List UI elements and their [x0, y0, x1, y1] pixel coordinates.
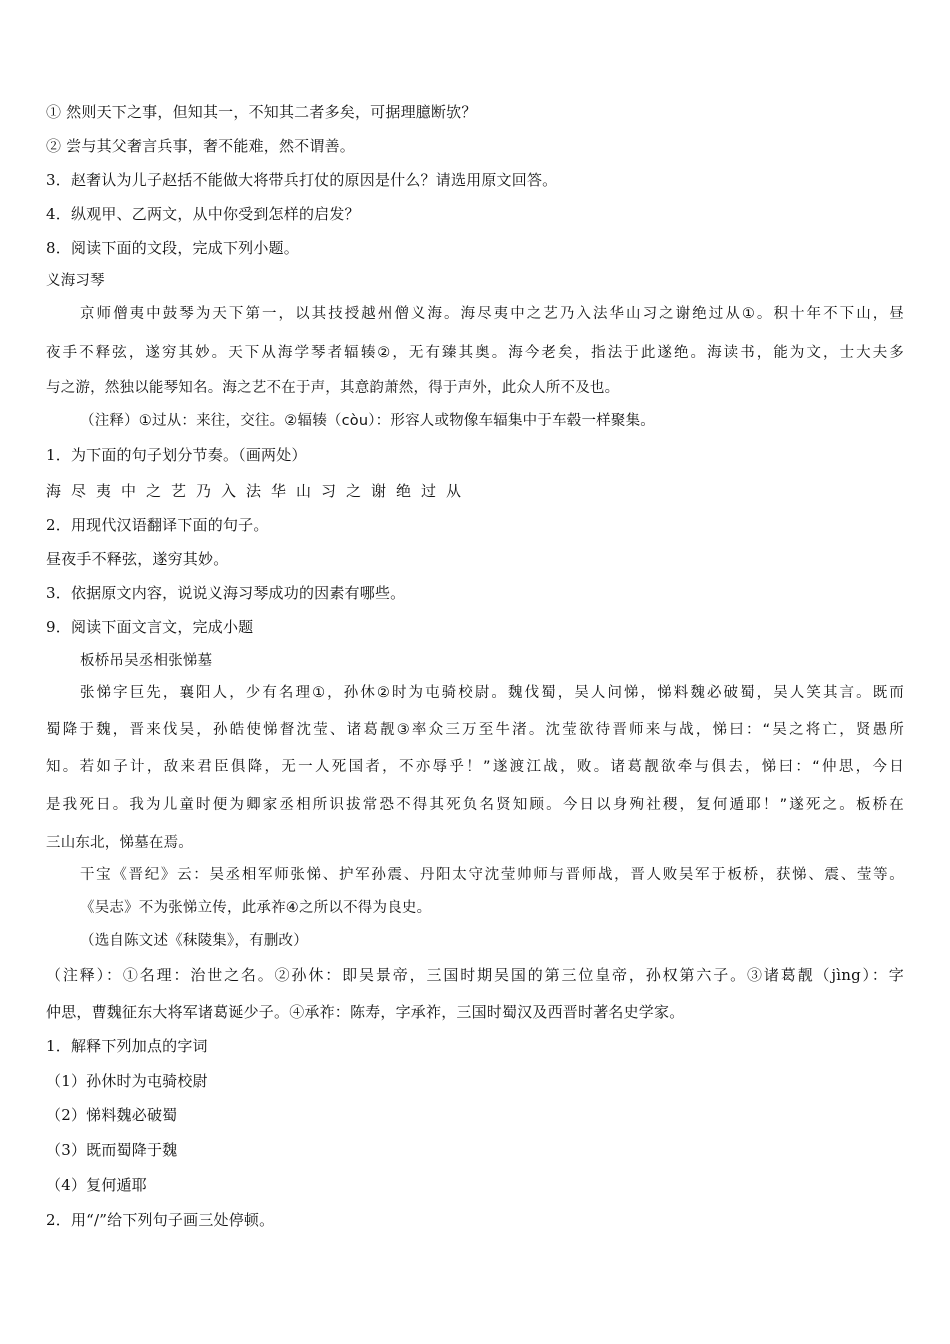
- sub-question: （4）复何遁耶: [46, 1176, 147, 1194]
- annotation: 仲思，曹魏征东大将军诸葛诞少子。④承祚：陈寿，字承祚，三国时蜀汉及西晋时著名史学家。: [46, 1003, 685, 1021]
- passage-line: 三山东北，悌墓在焉。: [46, 835, 193, 851]
- passage-line: 《吴志》不为张悌立传，此承祚④之所以不得为良史。: [80, 900, 432, 916]
- question-3: 3．赵奢认为儿子赵括不能做大将带兵打仗的原因是什么？请选用原文回答。: [46, 171, 558, 189]
- sub-question: （1）孙休时为屯骑校尉: [46, 1072, 208, 1090]
- passage-line: 夜手不释弦，遂穷其妙。天下从海学琴者辐辏②，无有臻其奥。海今老矣，指法于此遂绝。海读书，能为文，士大夫多: [46, 345, 904, 361]
- passage-line: 蜀降于魏，晋来伐吴，孙皓使悌督沈莹、诸葛靓③率众三万至牛渚。沈莹欲待晋师来与战，悌曰：“吴之将亡，贤愚所: [46, 722, 904, 738]
- question-2: 2．用“/”给下列句子画三处停顿。: [46, 1211, 275, 1229]
- annotation: （注释）①过从：来往，交往。②辐辏（còu）：形容人或物像车辐集中于车毂一样聚集。: [80, 413, 655, 429]
- passage-line: 干宝《晋纪》云：吴丞相军师张悌、护军孙震、丹阳太守沈莹帅师与晋师战，晋人败吴军于板桥，获悌、震、莹等。: [80, 867, 904, 883]
- passage-line: 与之游，然独以能琴知名。海之艺不在于声，其意韵萧然，得于声外，此众人所不及也。: [46, 380, 620, 396]
- question-1: 1．为下面的句子划分节奏。（画两处）: [46, 446, 307, 464]
- question-1: 1．解释下列加点的字词: [46, 1037, 208, 1055]
- passage-line: 张悌字巨先，襄阳人，少有名理①，孙休②时为屯骑校尉。魏伐蜀，吴人问悌，悌料魏必破蜀，吴人笑其言。既而: [80, 685, 904, 701]
- question-3: 3．依据原文内容，说说义海习琴成功的因素有哪些。: [46, 584, 406, 602]
- text-line: ① 然则天下之事，但知其一，不知其二者多矣，可据理臆断欤？: [46, 103, 477, 121]
- passage-line: 知。若如子计，敌来君臣俱降，无一人死国者，不亦辱乎！”遂渡江战，败。诸葛靓欲牵与俱去，悌曰：“仲思，今日: [46, 759, 904, 775]
- passage-title: 板桥吊吴丞相张悌墓: [80, 653, 213, 669]
- passage-line: 是我死日。我为儿童时便为卿家丞相所识拔常恐不得其死负名贤知顾。今日以身殉社稷，复何遁耶！”遂死之。板桥在: [46, 797, 904, 813]
- source-citation: （选自陈文述《秣陵集》，有删改）: [80, 933, 308, 949]
- passage-title: 义海习琴: [46, 273, 105, 289]
- question-2: 2．用现代汉语翻译下面的句子。: [46, 516, 269, 534]
- rhythm-sentence: 海尽夷中之艺乃入法华山习之谢绝过从: [46, 482, 472, 500]
- text-line: ② 尝与其父奢言兵事，奢不能难，然不谓善。: [46, 137, 355, 155]
- passage-line: 京师僧夷中鼓琴为天下第一，以其技授越州僧义海。海尽夷中之艺乃入法华山习之谢绝过从①。积十年不下山，昼: [80, 306, 904, 322]
- sub-question: （3）既而蜀降于魏: [46, 1141, 178, 1159]
- section-9-heading: 9．阅读下面文言文，完成小题: [46, 618, 254, 636]
- translate-sentence: 昼夜手不释弦，遂穷其妙。: [46, 550, 229, 568]
- sub-question: （2）悌料魏必破蜀: [46, 1106, 178, 1124]
- annotation: （注释）：①名理：治世之名。②孙休：即吴景帝，三国时期吴国的第三位皇帝，孙权第六子。③诸葛靓（jìng）：字: [46, 966, 904, 984]
- section-8-heading: 8．阅读下面的文段，完成下列小题。: [46, 239, 299, 257]
- question-4: 4．纵观甲、乙两文，从中你受到怎样的启发？: [46, 205, 360, 223]
